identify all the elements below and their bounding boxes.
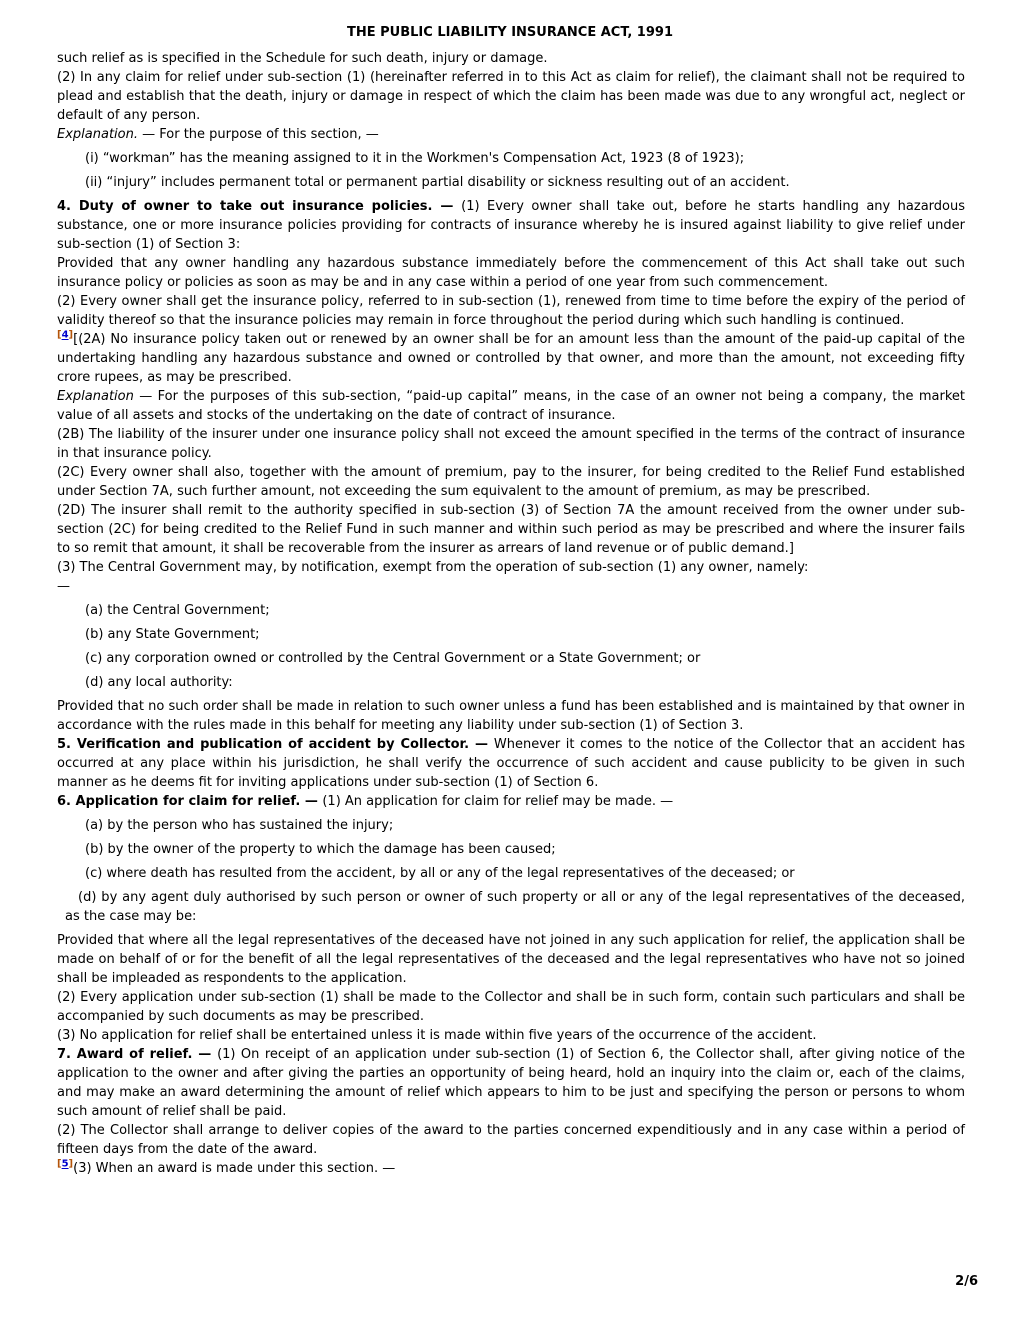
text-run: 4. Duty of owner to take out insurance policies. — <box>57 199 462 214</box>
text-run: (1) On receipt of an application under sub-section (1) of Section 6, the Collector shall, after giving notice of the application to the owner and after giving the parties an opportunity of being heard, hold an inquiry into the claim or, each of the claims, and may make an award determining the amount of relief which appears to him to be just and specifying the person or persons to whom such amount of relief shall be paid. <box>57 1047 966 1119</box>
page-number: 2/6 <box>955 1274 978 1289</box>
paragraph <box>57 697 965 735</box>
list-item <box>85 649 965 668</box>
text-run: (2) Every application under sub-section (1) shall be made to the Collector and shall be in such form, contain such particulars and shall be accompanied by such documents as may be prescribed. <box>57 990 965 1024</box>
paragraph <box>57 292 965 330</box>
paragraph <box>57 463 965 501</box>
paragraph <box>57 330 965 387</box>
text-run: Provided that where all the legal representatives of the deceased have not joined in any such application for relief, the application shall be made on behalf of or for the benefit of all the legal representatives of the deceased and the legal representatives who have not so joined shall be impleaded as respondents to the application. <box>57 933 965 986</box>
text-run: (c) any corporation owned or controlled by the Central Government or a State Government; or <box>85 651 701 666</box>
text-run: (2) The Collector shall arrange to deliver copies of the award to the parties concerned expenditiously and in any case within a period of fifteen days from the date of the award. <box>57 1123 965 1157</box>
text-run: (1) An application for claim for relief may be made. — <box>322 794 674 809</box>
paragraph <box>57 1121 965 1159</box>
text-run: (2) In any claim for relief under sub-section (1) (hereinafter referred in to this Act as claim for relief), the claimant shall not be required to plead and establish that the death, injury or damage in respect of which the claim has been made was due to any wrongful act, neglect or default of any person. <box>57 70 965 123</box>
paragraph <box>57 197 965 254</box>
list-item <box>85 864 965 883</box>
text-run: (c) where death has resulted from the accident, by all or any of the legal representatives of the deceased; or <box>85 866 795 881</box>
text-run: such relief as is specified in the Schedule for such death, injury or damage. <box>57 51 548 66</box>
text-run: (2C) Every owner shall also, together with the amount of premium, pay to the insurer, for being credited to the Relief Fund established under Section 7A, such further amount, not exceeding the sum equivalent to the amount of premium, as may be prescribed. <box>57 465 965 499</box>
paragraph <box>57 931 965 988</box>
paragraph <box>57 68 965 125</box>
document-body <box>57 49 965 1178</box>
paragraph <box>57 988 965 1026</box>
paragraph <box>57 49 965 68</box>
text-run: (3) No application for relief shall be entertained unless it is made within five years of the occurrence of the accident. <box>57 1028 817 1043</box>
page-title: THE PUBLIC LIABILITY INSURANCE ACT, 1991 <box>347 25 673 40</box>
text-run: (1) Every owner shall take out, before he starts handling any hazardous substance, one or more insurance policies providing for contracts of insurance whereby he is insured against liability to give relief under sub-section (1) of Section 3: <box>57 199 966 252</box>
paragraph <box>57 125 965 144</box>
text-run: (a) by the person who has sustained the injury; <box>85 818 394 833</box>
footnote-link[interactable]: [5] <box>57 1158 74 1170</box>
text-run: Provided that any owner handling any hazardous substance immediately before the commencement of this Act shall take out such insurance policy or policies as soon as may be and in any case within a period of one year from such commencement. <box>57 256 965 290</box>
text-run: 6. Application for claim for relief. — <box>57 794 323 809</box>
paragraph <box>57 1026 965 1045</box>
text-run: — <box>57 579 70 594</box>
text-run: (ii) “injury” includes permanent total or permanent partial disability or sickness resulting out of an accident. <box>85 175 790 190</box>
paragraph <box>57 1159 965 1178</box>
paragraph <box>57 425 965 463</box>
text-run: (3) The Central Government may, by notification, exempt from the operation of sub-section (1) any owner, namely: <box>57 560 809 575</box>
list-item <box>85 149 965 168</box>
text-run: (2B) The liability of the insurer under one insurance policy shall not exceed the amount specified in the terms of the contract of insurance in that insurance policy. <box>57 427 965 461</box>
list-item <box>85 816 965 835</box>
paragraph <box>57 792 965 811</box>
text-run: (a) the Central Government; <box>85 603 270 618</box>
text-run: Explanation <box>57 389 134 404</box>
list-item <box>85 625 965 644</box>
text-run: — For the purpose of this section, — <box>137 127 379 142</box>
footnote-link[interactable]: [4] <box>57 329 74 341</box>
text-run: Provided that no such order shall be made in relation to such owner unless a fund has been established and is maintained by that owner in accordance with the rules made in this behalf for meeting any liability under sub-section (1) of Section 3. <box>57 699 965 733</box>
paragraph <box>57 501 965 558</box>
text-run: [(2A) No insurance policy taken out or renewed by an owner shall be for an amount less than the amount of the paid-up capital of the undertaking handling any hazardous substance and owned or controlled by that owner, and more than the amount, not exceeding fifty crore rupees, as may be prescribed. <box>57 332 965 385</box>
list-item <box>85 601 965 620</box>
paragraph <box>57 387 965 425</box>
text-run: 7. Award of relief. — <box>57 1047 218 1062</box>
list-item <box>85 673 965 692</box>
list-item <box>85 173 965 192</box>
list-item <box>85 840 965 859</box>
text-run: (i) “workman” has the meaning assigned to it in the Workmen's Compensation Act, 1923 (8 of 1923); <box>85 151 745 166</box>
text-run: — For the purposes of this sub-section, “paid-up capital” means, in the case of an owner not being a company, the market value of all assets and stocks of the undertaking on the date of contract of insurance. <box>57 389 965 423</box>
text-run: Whenever it comes to the notice of the Collector that an accident has occurred at any place within his jurisdiction, he shall verify the occurrence of such accident and cause publicity to be given in such manner as he deems fit for inviting applications under sub-section (1) of Section 6. <box>57 737 965 790</box>
text-run: (3) When an award is made under this section. — <box>73 1161 396 1176</box>
text-run: (b) by the owner of the property to which the damage has been caused; <box>85 842 556 857</box>
text-run: Explanation. <box>57 127 138 142</box>
text-run: (d) any local authority: <box>85 675 233 690</box>
paragraph <box>57 1045 965 1121</box>
text-run: 5. Verification and publication of accident by Collector. — <box>57 737 494 752</box>
text-run: (b) any State Government; <box>85 627 260 642</box>
list-item <box>65 888 965 926</box>
text-run: (2D) The insurer shall remit to the authority specified in sub-section (3) of Section 7A the amount received from the owner under sub-section (2C) for being credited to the Relief Fund in such manner and within such period as may be prescribed and where the insurer fails to so remit that amount, it shall be recoverable from the insurer as arrears of land revenue or of public demand.] <box>57 503 965 556</box>
paragraph <box>57 558 965 596</box>
text-run: (d) by any agent duly authorised by such person or owner of such property or all or any of the legal representatives of the deceased, as the case may be: <box>65 890 965 924</box>
paragraph <box>57 735 965 792</box>
paragraph <box>57 254 965 292</box>
text-run: (2) Every owner shall get the insurance policy, referred to in sub-section (1), renewed from time to time before the expiry of the period of validity thereof so that the insurance policies may remain in force throughout the period during which such handling is continued. <box>57 294 965 328</box>
